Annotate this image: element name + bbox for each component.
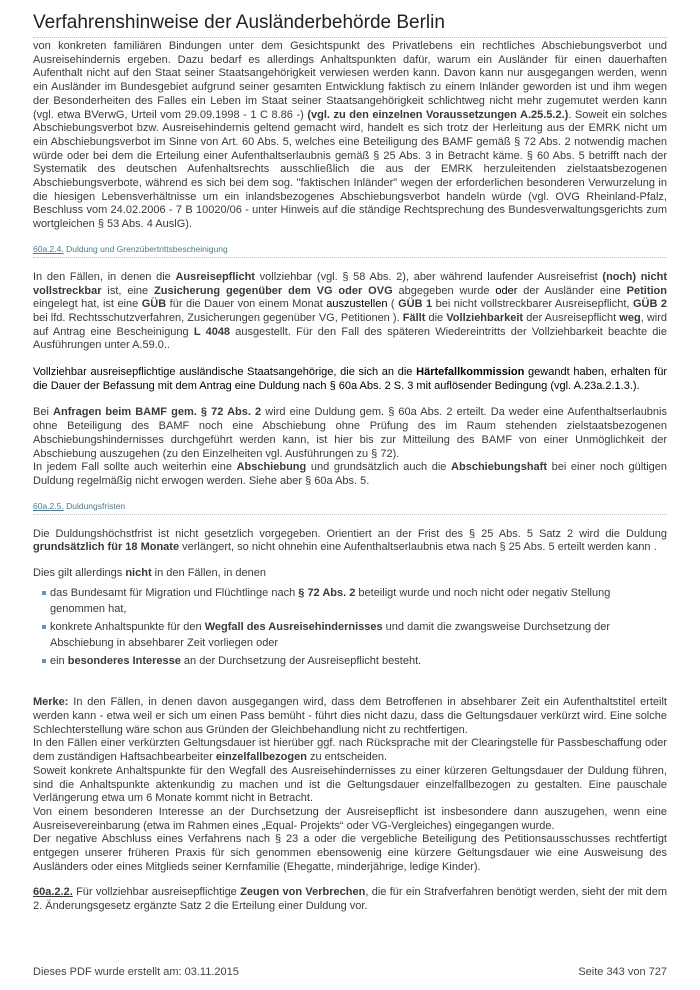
footer-created-date: Dieses PDF wurde erstellt am: 03.11.2015 <box>33 966 239 978</box>
section-reference-link[interactable]: 60a.2.2. <box>33 886 73 899</box>
paragraph-ausnahmen-intro: Dies gilt allerdings nicht in den Fällen, in denen <box>33 567 266 580</box>
header-divider <box>33 37 667 38</box>
paragraph-anfragen-bamf: Bei Anfragen beim BAMF gem. § 72 Abs. 2 wird eine Duldung gem. § 60a Abs. 2 erteilt. Da weder eine Aufenthaltserlaubnis ohne Beteiligung des BAMF noch eine Abschiebung ohne Prüfung des im Raum stehenden zielstaatsbezogenen Abschiebungshindernisses durchgeführt werden kann, ist hier bis zur Mitteilung des BAMF von einer Unmöglichkeit der Abschiebung auszugehen (zu den Einzelheiten vgl. Ausführungen zu § 72). In jedem Fall sollte auch weiterhin eine Abschiebung und grundsätzlich auch die Abschiebungshaft bei einer noch gültigen Duldung regelmäßig nicht erwogen werden. Siehe aber § 60a Abs. 5. <box>33 406 668 487</box>
page-title: Verfahrenshinweise der Ausländerbehörde Berlin <box>33 12 445 33</box>
paragraph-merke: Merke: In den Fällen, in denen davon ausgegangen wird, dass dem Betroffenen in absehbarer Zeit ein Aufenthaltstitel erteilt werden kann - etwa weil er sich um einen Pass bemüht - führt dies nicht dazu, dass die Geltungsdauer verkürzt wird. Eine solche Schlechterstellung wäre schon aus Gründen der Gleichbehandlung nicht zu rechtfertigen. In den Fällen einer verkürzten Geltungsdauer ist hierüber ggf. nach Rücksprache mit der Clearingstelle für Passbeschaffung oder dem zuständigen Haftsachbearbeiter einzelfallbezogen zu entscheiden. Soweit konkrete Anhaltspunkte für den Wegfall des Ausreisehindernisses zu einer kürzeren Geltungsdauer der Duldung führen, sind die Anhaltspunkte aktenkundig zu machen und ist die Geltungsdauer einzelfallbezogen zu gestalten. Eine pauschale Verlängerung etwa um 6 Monate kommt nicht in Betracht. Von einem besonderen Interesse an der Durchsetzung der Ausreisepflicht ist insbesondere dann auszugehen, wenn eine Ausreisevereinbarung (etwa im Rahmen eines „Equal- Projekts“ oder VG-Vergleiches) eingegangen wurde. Der negative Abschluss eines Verfahrens nach § 23 a oder die vergebliche Beteiligung des Petitionsausschusses rechtfertigt entgegen unserer früheren Praxis für sich genommen ebensowenig eine kürzere Geltungsdauer wie eine Ausweisung des Ausländers oder eines Mitglieds seiner Kernfamilie (Ehegatte, minderjährige, ledige Kinder). <box>33 696 667 873</box>
exception-list <box>33 585 667 670</box>
paragraph-guebescheinigung: In den Fällen, in denen die Ausreisepflicht vollziehbar (vgl. § 58 Abs. 2), aber während laufender Ausreisefrist (noch) nicht vollstreckbar ist, eine Zusicherung gegenüber dem VG oder OVG abgegeben wurde oder der Ausländer eine Petition eingelegt hat, ist eine GÜB für die Dauer von einem Monat auszustellen ( GÜB 1 bei nicht vollstreckbarer Ausreisepflicht, GÜB 2 bei lfd. Rechtsschutzverfahren, Zusicherungen gegenüber VG, Petitionen ). Fällt die Vollziehbarkeit der Ausreisepflicht weg, wird auf Antrag eine Bescheinigung L 4048 ausgestellt. Für den Fall des späteren Wiedereintritts der Vollziehbarkeit beachte die Ausführungen unter A.59.0.. <box>33 270 668 352</box>
section-number[interactable]: 60a.2.4. <box>33 243 64 254</box>
bullet-icon <box>42 625 46 629</box>
bullet-icon <box>42 591 46 595</box>
section-heading-60a-2-5: 60a.2.5. Duldungsfristen <box>33 500 126 511</box>
bullet-icon <box>42 659 46 663</box>
list-item: das Bundesamt für Migration und Flüchtlinge nach § 72 Abs. 2 beteiligt wurde und noch nicht oder negativ Stellung genommen hat, <box>46 585 667 618</box>
list-item: ein besonderes Interesse an der Durchsetzung der Ausreisepflicht besteht. <box>46 653 667 670</box>
paragraph-zeugen-von-verbrechen: 60a.2.2. Für vollziehbar ausreisepflichtige Zeugen von Verbrechen, die für ein Strafverfahren benötigt werden, sieht der mit dem 2. Änderungsgesetz ergänzte Satz 2 die Erteilung einer Duldung vor. <box>33 886 667 913</box>
footer-page-number: Seite 343 von 727 <box>578 966 667 978</box>
section-number[interactable]: 60a.2.5. <box>33 500 64 511</box>
document-body <box>33 40 667 914</box>
section-heading-60a-2-4: 60a.2.4. Duldung und Grenzübertrittsbescheinigung <box>33 243 228 254</box>
paragraph-haertefallkommission: Vollziehbar ausreisepflichtige ausländische Staatsangehörige, die sich an die Härtefallkommission gewandt haben, erhalten für die Dauer der Befassung mit dem Antrag eine Duldung nach § 60a Abs. 2 S. 3 mit auflösender Bedingung (vgl. A.23a.2.1.3.). <box>33 366 667 392</box>
list-item: konkrete Anhaltspunkte für den Wegfall des Ausreisehindernisses und damit die zwangsweise Durchsetzung der Abschiebung in absehbarer Zeit vorliegen oder <box>46 619 667 652</box>
paragraph-faktischer-inlaender: von konkreten familiären Bindungen unter dem Gesichtspunkt des Privatlebens ein rechtliches Abschiebungsverbot und Ausreisehindernis ergeben. Dazu bedarf es allerdings Anhaltspunkten dafür, warum ein Ausländer für einen dauerhaften Aufenthalt nicht auf den Staat seiner Staatsangehörigkeit verwiesen werden kann. Davon kann nur ausgegangen werden, wenn ein Ausländer im Bundesgebiet aufgrund seiner gesamten Entwicklung faktisch zu einem Inländer geworden ist und ihm wegen der Besonderheiten des Falles ein Leben im Staat seiner Staatsangehörigkeit schlichtweg nicht mehr zugemutet werden kann (vgl. etwa BVerwG, Urteil vom 29.09.1998 - 1 C 8.86 -) (vgl. zu den einzelnen Voraussetzungen A.25.5.2.). Soweit ein solches Abschiebungsverbot bzw. Ausreisehindernis geltend gemacht wird, handelt es sich trotz der Herleitung aus der EMRK nicht um ein Abschiebungsverbot im Sinne von Art. 60 Abs. 5, welches eine Beteiligung des BAMF gemäß § 72 Abs. 2 notwendig machen würde oder bei dem die Erteilung einer Aufenthaltserlaubnis gemäß § 25 Abs. 3 in Betracht käme. § 60 Abs. 5 betrifft nach der Systematik des deutschen Aufenhaltsrechts ausschließlich die aus der EMRK herzuleitenden zielstaatsbezogenen Abschiebungsverbote, während es sich bei dem sog. "faktischen Inländer" wegen der erforderlichen besonderen Verwurzelung in die hiesigen Lebensverhältnisse um ein inlandsbezogenes Abschiebungsverbot handeln würde (vgl. OVG Rheinland-Pfalz, Beschluss vom 24.02.2006 - 7 B 10020/06 - unter Hinweis auf die ständige Rechtsprechung des Bundesverwaltungsgerichts zum wortgleichen § 53 Abs. 4 AuslG). <box>33 40 667 231</box>
paragraph-duldungshoechstfrist: Die Duldungshöchstfrist ist nicht gesetzlich vorgegeben. Orientiert an der Frist des § 25 Abs. 5 Satz 2 wird die Duldung grundsätzlich für 18 Monate verlängert, so nicht ohnehin eine Aufenthaltserlaubnis etwa nach § 25 Abs. 5 erteilt werden kann . <box>33 527 667 554</box>
